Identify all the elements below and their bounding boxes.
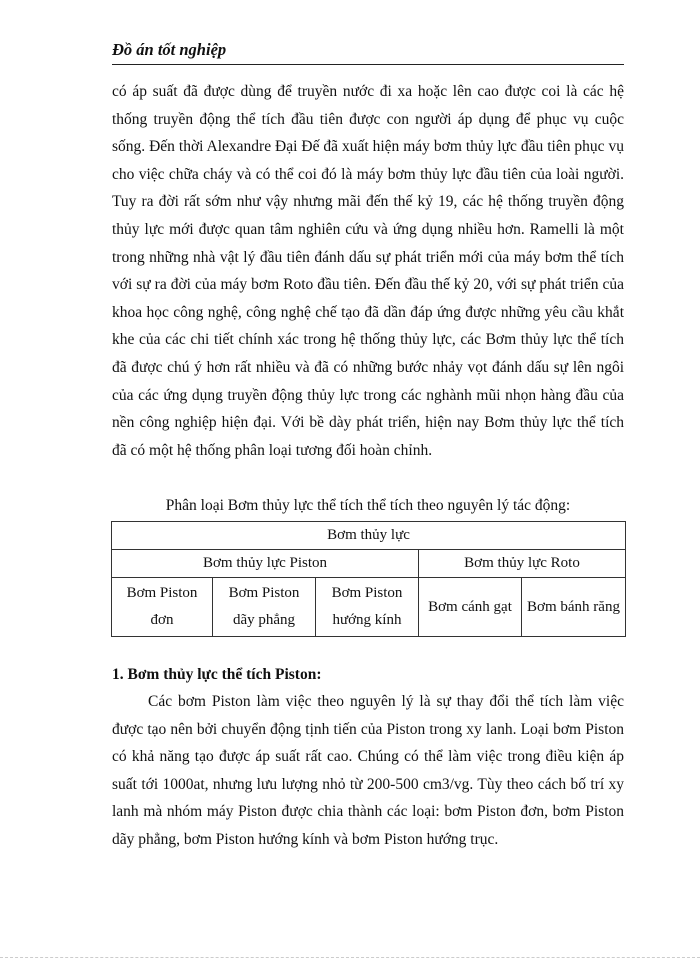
table-cell-leaf: Bơm cánh gạt: [419, 578, 522, 637]
table-row: [112, 522, 626, 550]
table-cell-group-piston: Bơm thủy lực Piston: [112, 550, 419, 578]
table-cell-group-roto: Bơm thủy lực Roto: [419, 550, 626, 578]
section-heading: 1. Bơm thủy lực thể tích Piston:: [112, 666, 322, 683]
page-header: Đồ án tốt nghiệp: [112, 40, 624, 65]
table-cell-root: Bơm thủy lực: [112, 522, 626, 550]
table-cell-leaf: Bơm Piston đơn: [112, 578, 213, 637]
table-row: [112, 578, 626, 637]
table-cell-leaf: Bơm Piston dãy phẳng: [213, 578, 316, 637]
table-caption: Phân loại Bơm thủy lực thể tích thể tích theo nguyên lý tác động:: [165, 497, 571, 514]
table-cell-leaf: Bơm bánh răng: [522, 578, 626, 637]
table-cell-leaf: Bơm Piston hướng kính: [316, 578, 419, 637]
section-paragraph: Các bơm Piston làm việc theo nguyên lý là sự thay đổi thể tích làm việc được tạo nên bởi chuyển động tịnh tiến của Piston trong xy lanh. Loại bơm Piston có khả năng tạo được áp suất rất cao. Chúng có thể làm việc trong điều kiện áp suất tới 1000at, nhưng lưu lượng nhỏ từ 200-500 cm3/vg. Tùy theo cách bố trí xy lanh mà nhóm máy Piston được chia thành các loại: bơm Piston đơn, bơm Piston dãy phẳng, bơm Piston hướng kính và bơm Piston hướng trục.: [112, 693, 624, 848]
page-bottom-divider: [0, 957, 700, 958]
table-row: [112, 550, 626, 578]
pump-classification-table: [111, 521, 626, 637]
body-paragraph: có áp suất đã được dùng để truyền nước đi xa hoặc lên cao được coi là các hệ thống truyền động thể tích đầu tiên được con người áp dụng để phục vụ cuộc sống. Đến thời Alexandre Đại Đế đã xuất hiện máy bơm thủy lực đầu tiên phục vụ cho việc chữa cháy và có thể coi đó là máy bơm thủy lực đầu tiên của loài người. Tuy ra đời rất sớm như vậy nhưng mãi đến thế kỷ 19, các hệ thống truyền động thủy lực mới được quan tâm nghiên cứu và ứng dụng nhiều hơn. Ramelli là một trong những nhà vật lý đầu tiên đánh dấu sự phát triển mới của máy bơm thể tích với sự ra đời của máy bơm Roto đầu tiên. Đến đầu thế kỷ 20, với sự phát triển của khoa học công nghệ, công nghệ chế tạo đã dần đáp ứng được những yêu cầu khắt khe của các chi tiết chính xác trong hệ thống thủy lực, các Bơm thủy lực thể tích đã được chú ý hơn rất nhiều và đã có những bước nhảy vọt đánh dấu sự lên ngôi của các ứng dụng truyền động thủy lực trong các nghành mũi nhọn hàng đầu của nền công nghiệp hiện đại. Với bề dày phát triển, hiện nay Bơm thủy lực thể tích đã có một hệ thống phân loại tương đối hoàn chỉnh.: [112, 83, 624, 459]
